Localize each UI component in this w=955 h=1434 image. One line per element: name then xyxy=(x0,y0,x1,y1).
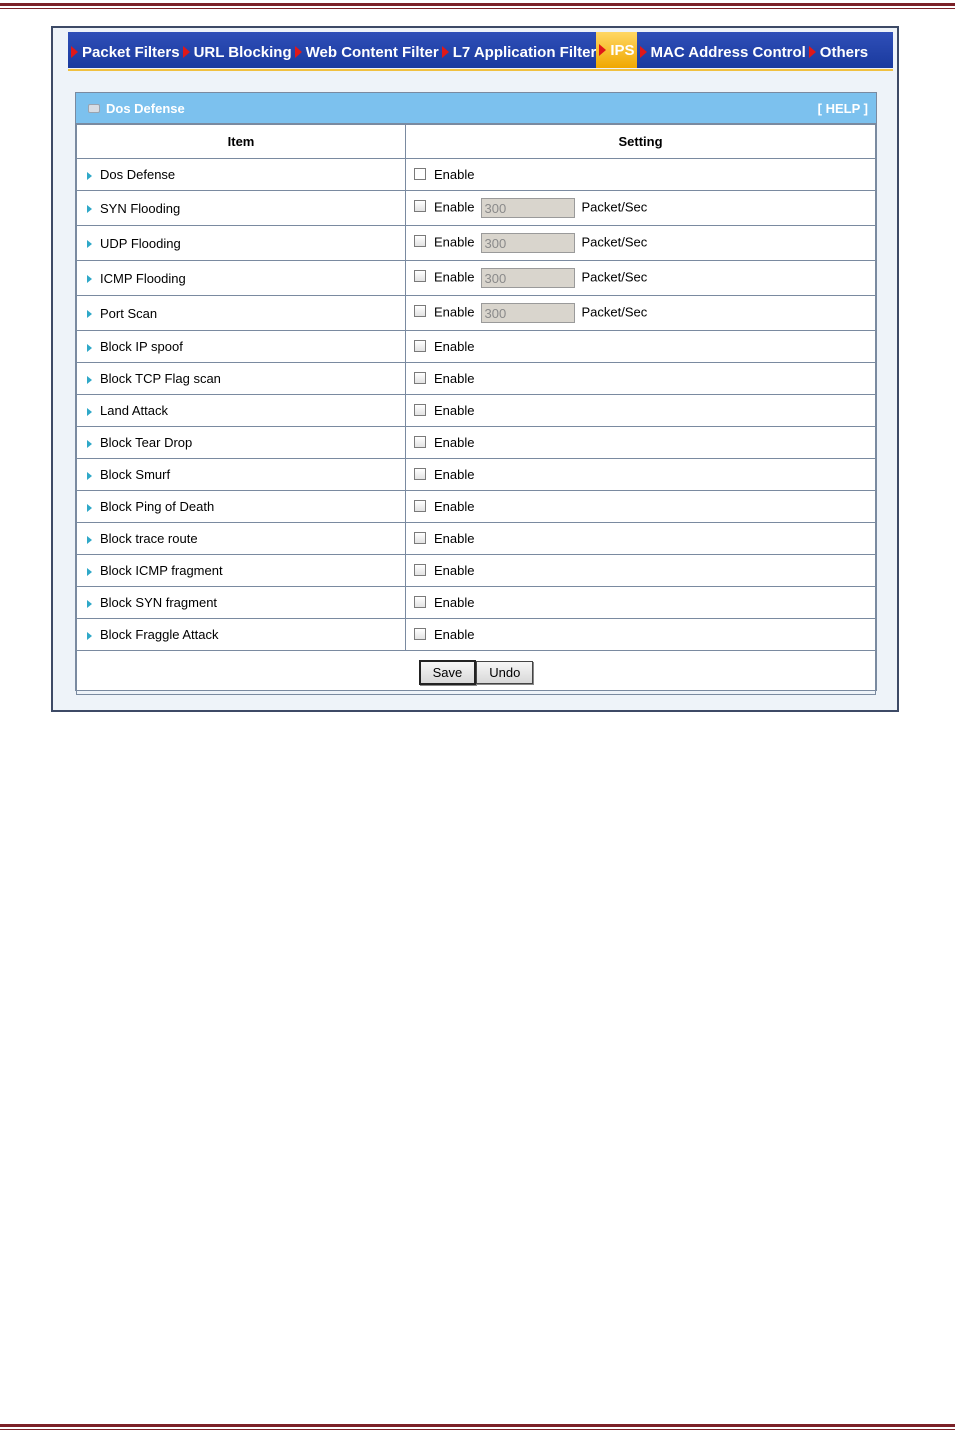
router-config-frame xyxy=(51,26,899,712)
port-scan-checkbox[interactable] xyxy=(414,305,426,317)
enable-label: Enable xyxy=(434,595,475,610)
enable-label: Enable xyxy=(434,304,475,320)
arrow-icon xyxy=(71,46,78,58)
row-label: ICMP Flooding xyxy=(100,270,186,286)
help-link[interactable]: [ HELP ] xyxy=(817,100,868,116)
row-label: Dos Defense xyxy=(100,167,176,182)
table-row xyxy=(77,619,876,651)
row-label: Block Ping of Death xyxy=(100,499,215,514)
button-row xyxy=(77,651,876,695)
block-smurf-checkbox[interactable] xyxy=(414,468,426,480)
enable-label: Enable xyxy=(434,563,475,578)
bottom-rule xyxy=(0,1424,955,1427)
bullet-icon xyxy=(87,536,92,544)
bullet-icon xyxy=(87,600,92,608)
settings-table xyxy=(76,124,876,695)
unit-label: Packet/Sec xyxy=(581,199,648,215)
bottom-rule-thin xyxy=(0,1429,955,1430)
table-row xyxy=(77,261,876,296)
dos-defense-checkbox[interactable] xyxy=(414,168,426,180)
firewall-tab-bar xyxy=(68,32,893,68)
row-label: Block Fraggle Attack xyxy=(100,627,219,642)
enable-label: Enable xyxy=(434,499,475,514)
table-row xyxy=(77,427,876,459)
table-row xyxy=(77,226,876,261)
block-fraggle-attack-checkbox[interactable] xyxy=(414,628,426,640)
bullet-icon xyxy=(87,376,92,384)
table-row xyxy=(77,555,876,587)
bullet-icon xyxy=(87,568,92,576)
enable-label: Enable xyxy=(434,269,475,285)
row-label: Land Attack xyxy=(100,403,168,418)
land-attack-checkbox[interactable] xyxy=(414,404,426,416)
tab-l7-application-filter[interactable]: L7 Application Filter xyxy=(439,36,597,68)
block-icmp-fragment-checkbox[interactable] xyxy=(414,564,426,576)
row-label: SYN Flooding xyxy=(100,200,181,216)
block-tcp-flag-scan-checkbox[interactable] xyxy=(414,372,426,384)
bullet-icon xyxy=(87,408,92,416)
unit-label: Packet/Sec xyxy=(581,234,648,250)
udp-flooding-checkbox[interactable] xyxy=(414,235,426,247)
table-row xyxy=(77,331,876,363)
bullet-icon xyxy=(87,504,92,512)
top-rule-thin xyxy=(0,8,955,9)
tab-url-blocking[interactable]: URL Blocking xyxy=(180,36,292,68)
icmp-flooding-checkbox[interactable] xyxy=(414,270,426,282)
arrow-icon xyxy=(640,46,647,58)
column-header-item: Item xyxy=(77,125,406,159)
table-row xyxy=(77,395,876,427)
row-label: Port Scan xyxy=(100,305,158,321)
enable-label: Enable xyxy=(434,531,475,546)
table-row xyxy=(77,159,876,191)
column-header-setting: Setting xyxy=(406,125,876,159)
table-row xyxy=(77,459,876,491)
arrow-icon xyxy=(183,46,190,58)
enable-label: Enable xyxy=(434,627,475,642)
row-label: Block Tear Drop xyxy=(100,435,193,450)
table-row xyxy=(77,363,876,395)
row-label: Block TCP Flag scan xyxy=(100,371,221,386)
tab-web-content-filter[interactable]: Web Content Filter xyxy=(292,36,439,68)
block-trace-route-checkbox[interactable] xyxy=(414,532,426,544)
bullet-icon xyxy=(87,240,92,248)
bullet-icon xyxy=(87,440,92,448)
enable-label: Enable xyxy=(434,199,475,215)
bullet-icon xyxy=(87,310,92,318)
row-label: Block SYN fragment xyxy=(100,595,218,610)
unit-label: Packet/Sec xyxy=(581,269,648,285)
arrow-icon xyxy=(442,46,449,58)
tab-mac-address-control[interactable]: MAC Address Control xyxy=(637,36,806,68)
tab-packet-filters[interactable]: Packet Filters xyxy=(68,36,180,68)
tab-others[interactable]: Others xyxy=(806,36,868,68)
dos-defense-panel xyxy=(75,92,877,691)
bullet-icon xyxy=(87,632,92,640)
table-row xyxy=(77,296,876,331)
panel-title: Dos Defense xyxy=(106,100,185,116)
port-scan-rate-input[interactable]: 300 xyxy=(481,303,575,323)
row-label: Block IP spoof xyxy=(100,339,183,354)
table-row xyxy=(77,587,876,619)
row-label: UDP Flooding xyxy=(100,235,181,251)
arrow-icon xyxy=(295,46,302,58)
top-rule xyxy=(0,3,955,6)
block-tear-drop-checkbox[interactable] xyxy=(414,436,426,448)
save-button[interactable]: Save xyxy=(419,660,477,685)
icmp-flooding-rate-input[interactable]: 300 xyxy=(481,268,575,288)
arrow-icon xyxy=(599,44,606,56)
table-row xyxy=(77,191,876,226)
block-ip-spoof-checkbox[interactable] xyxy=(414,340,426,352)
tab-bar-underline xyxy=(68,69,893,71)
enable-label: Enable xyxy=(434,403,475,418)
row-label: Block ICMP fragment xyxy=(100,563,223,578)
block-syn-fragment-checkbox[interactable] xyxy=(414,596,426,608)
enable-label: Enable xyxy=(434,167,475,182)
unit-label: Packet/Sec xyxy=(581,304,648,320)
tab-ips[interactable]: IPS xyxy=(596,32,636,68)
bullet-icon xyxy=(87,472,92,480)
arrow-icon xyxy=(809,46,816,58)
bullet-icon xyxy=(87,344,92,352)
enable-label: Enable xyxy=(434,371,475,386)
enable-label: Enable xyxy=(434,234,475,250)
row-label: Block Smurf xyxy=(100,467,171,482)
undo-button[interactable]: Undo xyxy=(476,661,533,684)
bullet-icon xyxy=(87,172,92,180)
table-row xyxy=(77,523,876,555)
bullet-icon xyxy=(87,275,92,283)
panel-icon xyxy=(88,104,100,113)
enable-label: Enable xyxy=(434,435,475,450)
block-ping-of-death-checkbox[interactable] xyxy=(414,500,426,512)
syn-flooding-rate-input[interactable]: 300 xyxy=(481,198,575,218)
udp-flooding-rate-input[interactable]: 300 xyxy=(481,233,575,253)
table-row xyxy=(77,491,876,523)
row-label: Block trace route xyxy=(100,531,198,546)
panel-header xyxy=(76,93,876,124)
bullet-icon xyxy=(87,205,92,213)
enable-label: Enable xyxy=(434,467,475,482)
syn-flooding-checkbox[interactable] xyxy=(414,200,426,212)
enable-label: Enable xyxy=(434,339,475,354)
